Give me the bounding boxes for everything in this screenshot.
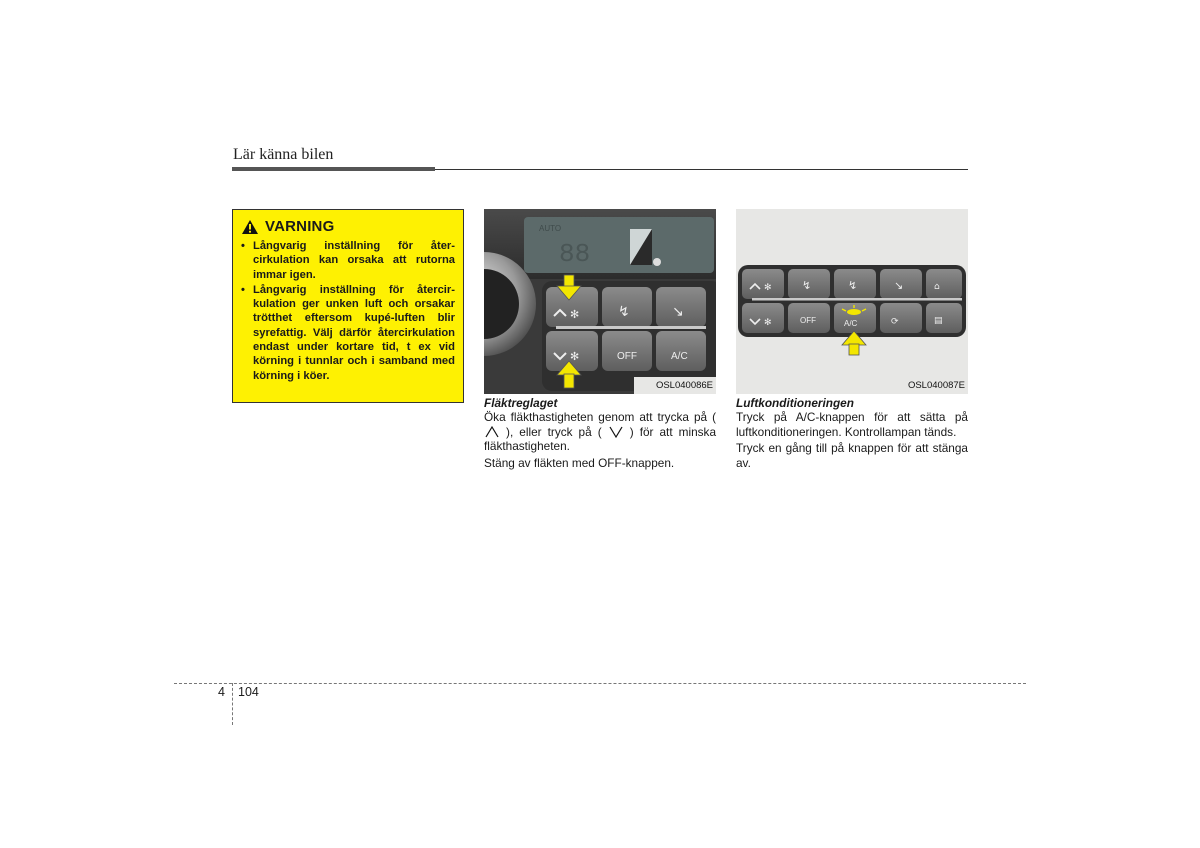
svg-text:✻: ✻ [764,318,772,328]
warning-triangle-icon [241,219,259,235]
section-heading: Luftkonditioneringen [736,396,854,410]
svg-text:88: 88 [559,239,591,269]
warning-item: • Långvarig inställning för återcir-kulation ger unken luft och orsakar trötthet eftersom kupé-luften blir syrefattig. Välj därför återcirkulation endast under kortare tid, t ex vid körning i tunnlar och i samband med körning i köer. [241,283,455,382]
page-header-title: Lär känna bilen [233,146,334,163]
svg-text:✻: ✻ [764,283,772,293]
svg-text:⌂: ⌂ [934,282,940,292]
paragraph: Tryck en gång till på knappen för att stänga av. [736,441,968,470]
warning-title: VARNING [265,218,335,235]
header-rule-thin [435,169,968,170]
footer-rule [174,683,1026,684]
paragraph: Tryck på A/C-knappen för att sätta på luftkonditioneringen. Kontrollampan tänds. [736,410,968,439]
figure-code: OSL040086E [655,380,713,391]
svg-text:↯: ↯ [618,304,630,320]
paragraph: Öka fläkthastigheten genom att trycka på ( ), eller tryck på ( ) för att minska fläkthastigheten. [484,410,717,454]
figure-fan-control [484,209,716,394]
warning-item: • Långvarig inställning för åter-cirkulation kan orsaka att rutorna immar igen. [241,240,455,281]
section-fan-control [484,396,716,472]
svg-text:A/C: A/C [844,319,858,328]
svg-text:▤: ▤ [934,316,943,326]
figure-ac-control [736,209,968,394]
section-air-conditioning [736,396,968,472]
figure-code: OSL040087E [907,380,965,391]
svg-text:OFF: OFF [617,351,637,362]
chevron-up-icon [484,425,500,439]
svg-text:✻: ✻ [570,350,580,363]
svg-text:OFF: OFF [800,316,816,325]
footer-divider [232,683,233,725]
warning-list [241,239,455,383]
paragraph: Stäng av fläkten med OFF-knappen. [484,455,675,470]
svg-text:A/C: A/C [671,351,688,362]
svg-text:↘: ↘ [672,304,684,320]
svg-text:↯: ↯ [848,279,858,292]
section-heading: Fläktreglaget [484,396,558,410]
fan-control-illustration [484,209,716,394]
header-rule-thick [232,167,435,171]
chapter-number: 4 [218,685,225,699]
svg-text:↘: ↘ [894,279,904,292]
chevron-down-icon [608,425,624,439]
svg-text:✻: ✻ [570,308,580,321]
page-number: 104 [238,685,259,699]
ac-button [834,303,876,333]
svg-text:⟳: ⟳ [891,317,899,327]
ac-control-illustration [736,209,968,394]
svg-text:AUTO: AUTO [539,224,562,233]
warning-box [232,209,464,403]
svg-text:↯: ↯ [802,279,812,292]
